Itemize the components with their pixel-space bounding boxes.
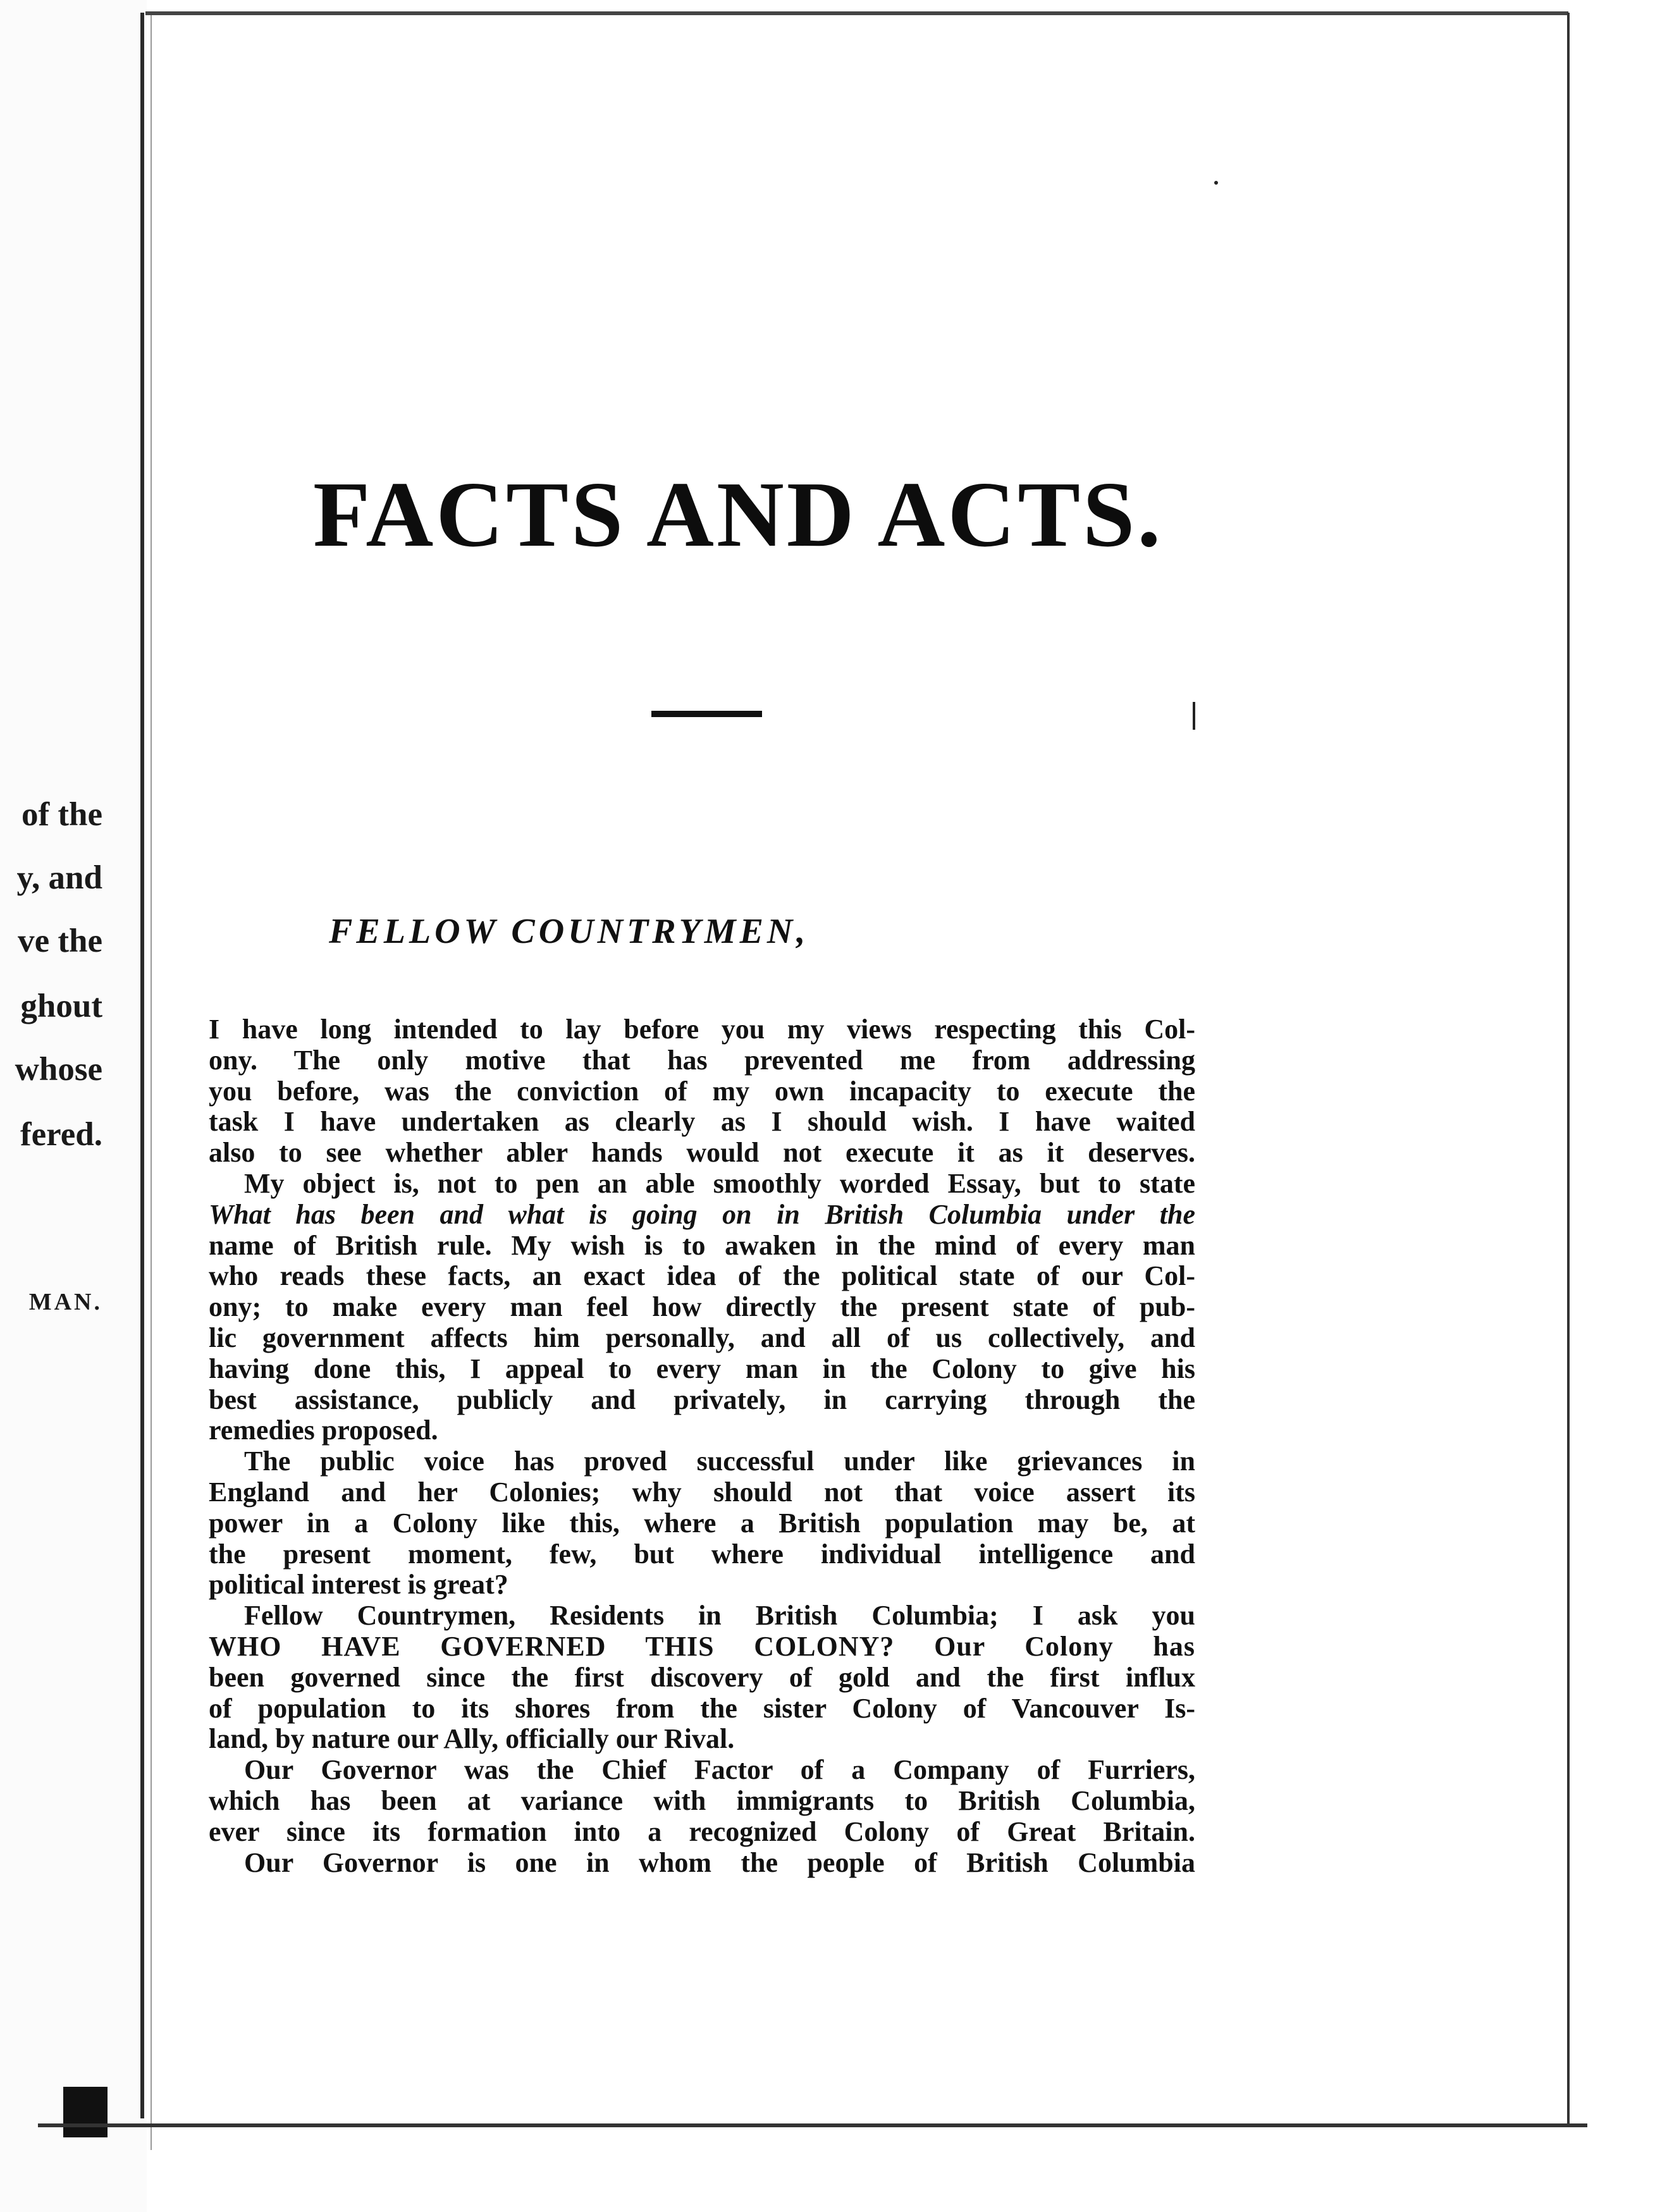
page-right-edge xyxy=(1567,13,1570,2125)
speck-mark xyxy=(1214,181,1218,185)
body-line: Our Governor was the Chief Factor of a Company of Furriers, xyxy=(244,1754,1195,1786)
gutter-rule xyxy=(140,13,144,2118)
body-text xyxy=(209,1014,1195,1878)
body-line: the present moment, few, but where individual intelligence and xyxy=(209,1538,1195,1570)
body-line: having done this, I appeal to every man in the Colony to give his xyxy=(209,1353,1195,1384)
body-line: name of British rule. My wish is to awaken in the mind of every man xyxy=(209,1229,1195,1261)
body-line: been governed since the first discovery of gold and the first influx xyxy=(209,1661,1195,1693)
body-line: What has been and what is going on in British Columbia under the xyxy=(209,1198,1195,1230)
body-line: The public voice has proved successful under like grievances in xyxy=(244,1446,1195,1477)
body-line: you before, was the conviction of my own incapacity to execute the xyxy=(209,1075,1195,1107)
facing-line: fered. xyxy=(20,1116,102,1153)
body-line: England and her Colonies; why should not that voice assert its xyxy=(209,1476,1195,1508)
body-line: ony; to make every man feel how directly the present state of pub- xyxy=(209,1291,1195,1323)
facing-signature: MAN. xyxy=(28,1289,102,1315)
body-line: of population to its shores from the sister Colony of Vancouver Is- xyxy=(209,1692,1195,1724)
facing-line: ve the xyxy=(18,923,102,959)
page-title: FACTS AND ACTS. xyxy=(313,463,1164,567)
body-line: also to see whether abler hands would not execute it as it deserves. xyxy=(209,1137,1195,1169)
body-line: power in a Colony like this, where a British population may be, at xyxy=(209,1507,1195,1539)
page-top-edge xyxy=(145,11,1568,15)
facing-line: y, and xyxy=(16,859,102,896)
body-line: which has been at variance with immigrants to British Columbia, xyxy=(209,1785,1195,1816)
facing-line: ghout xyxy=(20,988,102,1024)
body-line: WHO HAVE GOVERNED THIS COLONY? Our Colony has xyxy=(209,1630,1195,1662)
facing-line: whose xyxy=(15,1051,102,1088)
body-line: land, by nature our Ally, officially our Rival. xyxy=(209,1723,735,1755)
body-line: ony. The only motive that has prevented me from addressing xyxy=(209,1044,1195,1076)
body-line: political interest is great? xyxy=(209,1569,508,1601)
body-line: Our Governor is one in whom the people of British Columbia xyxy=(244,1846,1195,1878)
body-line: remedies proposed. xyxy=(209,1415,438,1446)
body-line: task I have undertaken as clearly as I should wish. I have waited xyxy=(209,1106,1195,1138)
facing-page-fragment xyxy=(0,0,147,2212)
body-line: I have long intended to lay before you my views respecting this Col- xyxy=(209,1014,1195,1045)
body-line: best assistance, publicly and privately, in carrying through the xyxy=(209,1384,1195,1415)
body-line: Fellow Countrymen, Residents in British Columbia; I ask you xyxy=(244,1600,1195,1631)
page-bottom-edge xyxy=(38,2123,1587,2127)
salutation: FELLOW COUNTRYMEN, xyxy=(329,912,809,951)
body-line: lic government affects him personally, and all of us collectively, and xyxy=(209,1322,1195,1353)
gutter-mark xyxy=(63,2087,108,2137)
body-line: ever since its formation into a recognized Colony of Great Britain. xyxy=(209,1816,1195,1847)
gutter-rule-thin xyxy=(151,13,152,2150)
facing-line: of the xyxy=(21,796,102,833)
title-divider xyxy=(651,711,762,717)
stray-mark xyxy=(1193,702,1195,730)
body-line: My object is, not to pen an able smoothly worded Essay, but to state xyxy=(244,1167,1195,1199)
body-line: who reads these facts, an exact idea of the political state of our Col- xyxy=(209,1260,1195,1292)
